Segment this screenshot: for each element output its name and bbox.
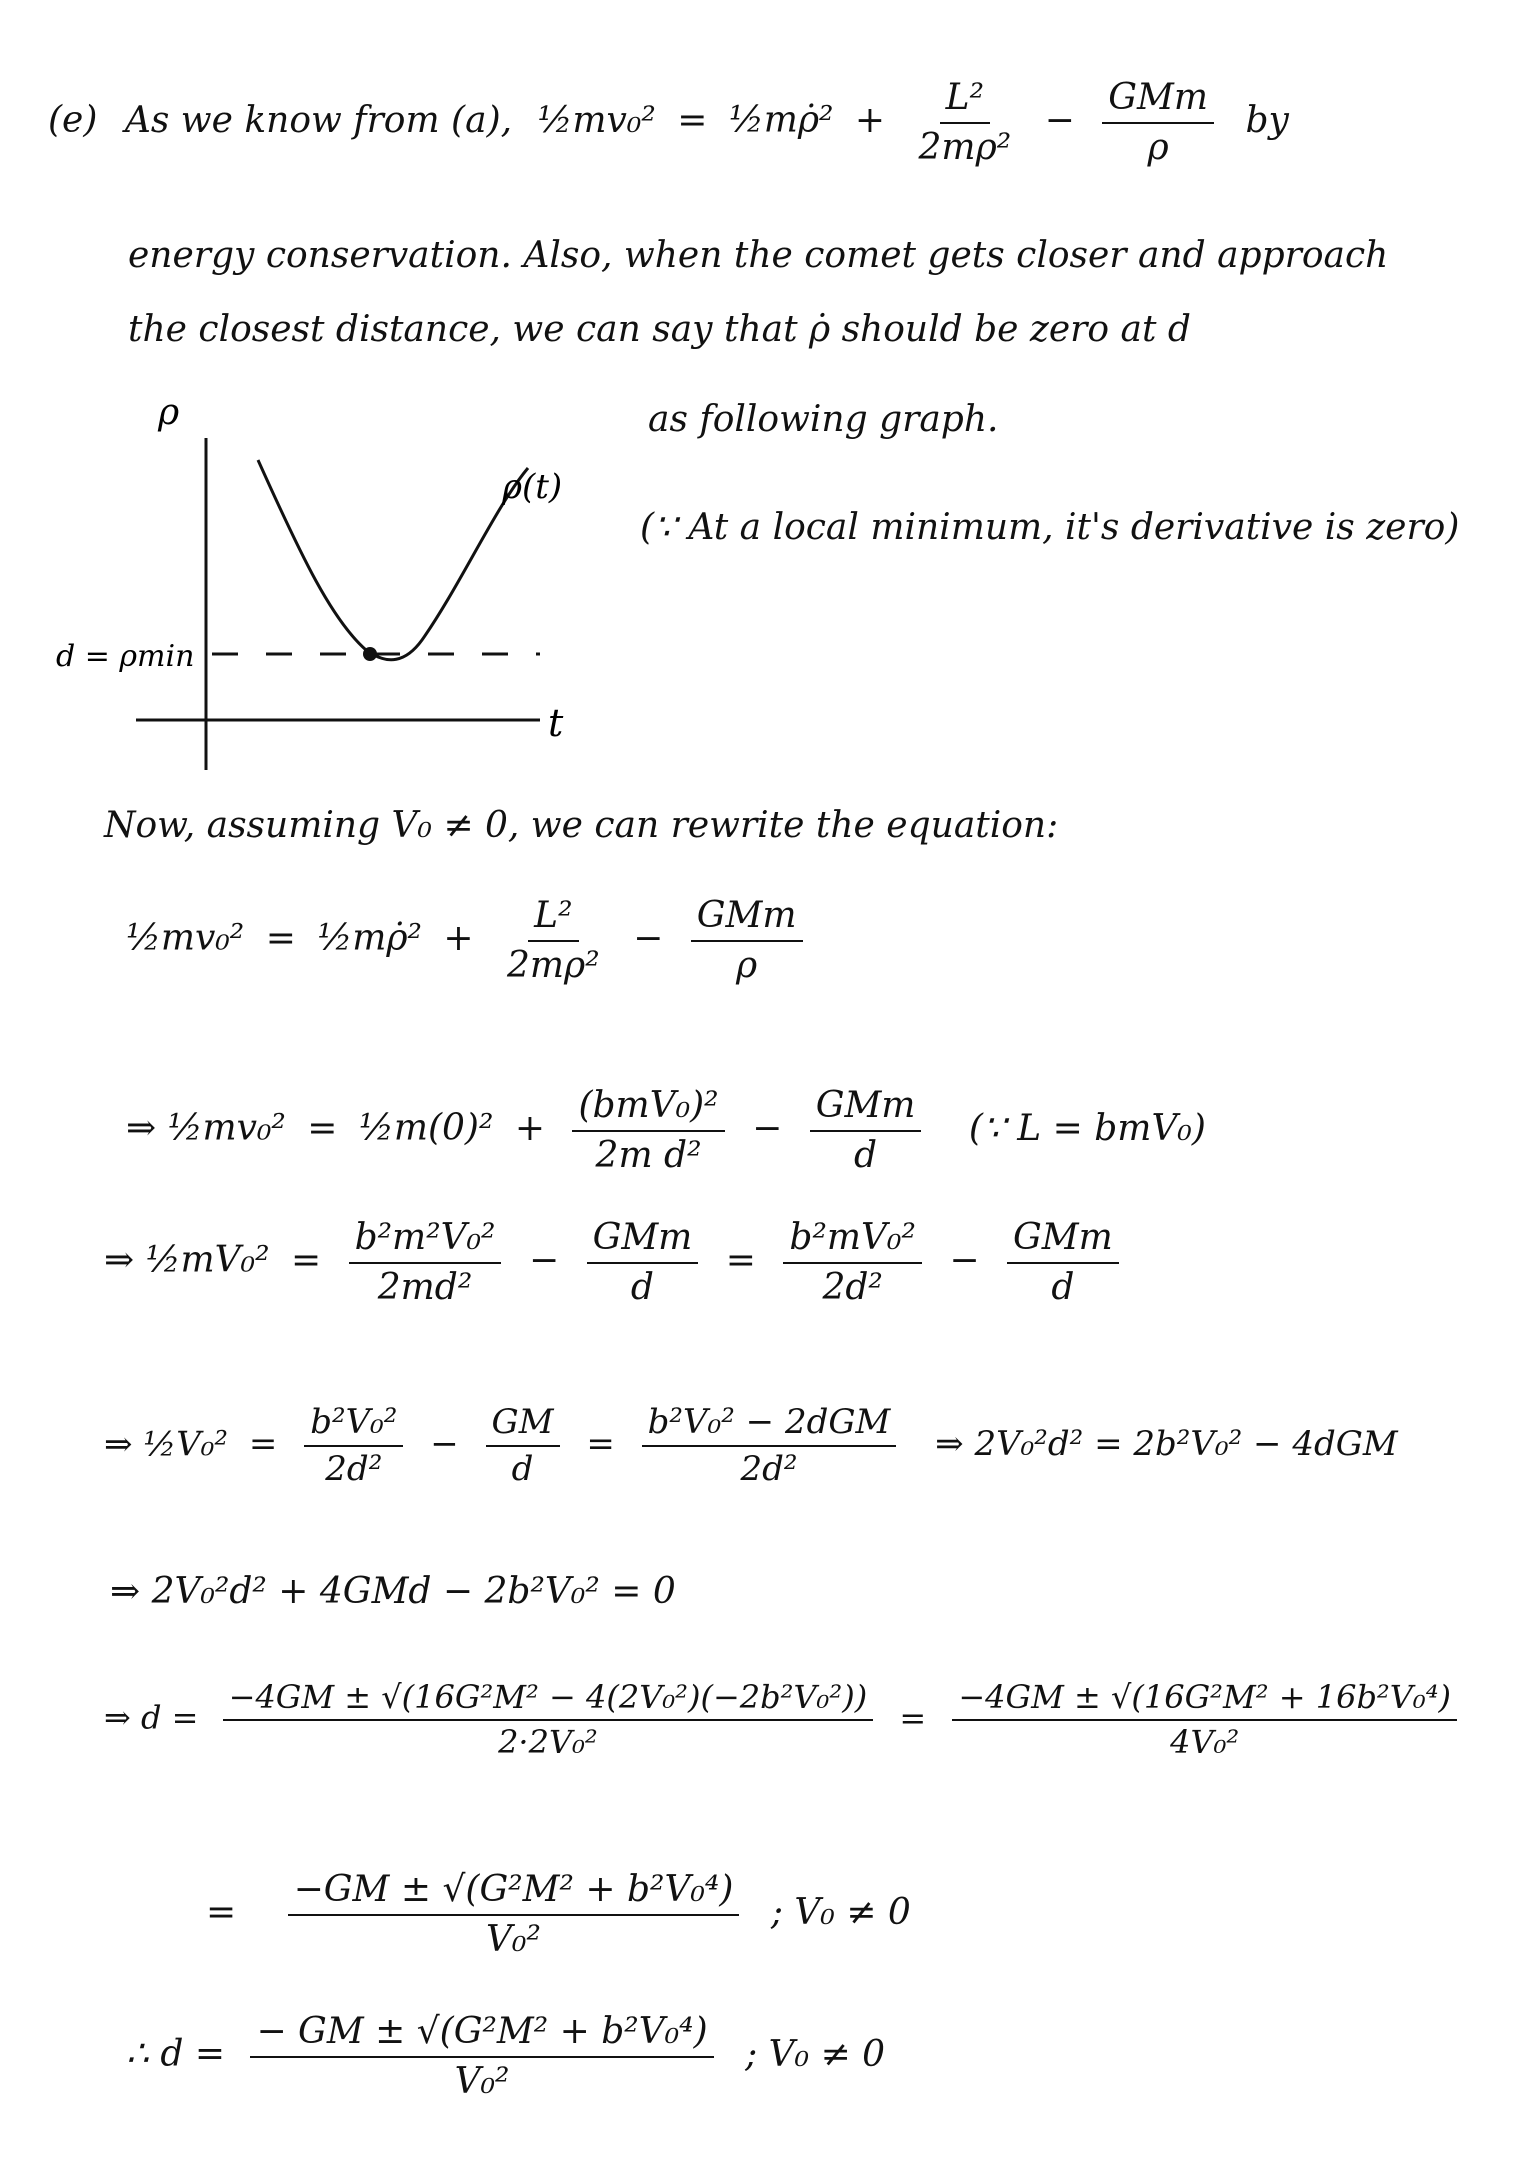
step-6-b-den: 4V₀²	[1170, 1723, 1240, 1762]
intro-text: As we know from (a),	[124, 99, 513, 141]
intro-line-1: (e) As we know from (a), ½mv₀² = ½mρ̇² + $\frac{\text{L²}}{\text{2mρ²}}$ − $\frac{\text{GMm}}{\rho}$ by	[48, 77, 1289, 168]
step-1-angular-fraction	[501, 896, 606, 985]
step-7-fraction	[288, 1870, 740, 1959]
step-3-lhs: ⇒ ½mV₀²	[104, 1239, 270, 1281]
step-3-b-den: d	[630, 1266, 654, 1308]
minimum-point	[363, 647, 377, 661]
step-4-a-num: b²V₀²	[304, 1404, 403, 1447]
rho-curve	[258, 460, 528, 660]
step-1: ½mv₀² = ½mρ̇² + $\frac{\text{L²}}{\text{2mρ²}}$ − $\frac{\text{GMm}}{\rho}$	[126, 896, 809, 985]
step-3: ⇒ ½mV₀² = $\frac{\text{b²m²V₀²}}{\text{2md²}}$ − $\frac{\text{GMm}}{d}$ = $\frac{\text{b²mV₀²}}{\text{2d²}}$ − $\frac{\text{GMm}}{d}$	[104, 1218, 1125, 1307]
energy-angular-num: L²	[940, 78, 990, 124]
step-4-a-fraction	[304, 1404, 403, 1489]
step-6-b-fraction	[952, 1680, 1457, 1760]
intro-line-4: as following graph.	[648, 399, 999, 440]
graph-min-label: d = ρmin	[56, 639, 195, 674]
energy-potential-fraction	[1102, 78, 1214, 167]
step-1-kinetic: ½mρ̇²	[317, 917, 422, 959]
step-2-lhs: ⇒ ½mv₀²	[126, 1107, 286, 1149]
step-1-potential-num: GMm	[691, 896, 803, 942]
step-2-angular-den: 2m d²	[595, 1134, 702, 1176]
intro-line-5: (∵ At a local minimum, it's derivative is zero)	[640, 507, 1460, 548]
step-1-angular-den: 2mρ²	[507, 944, 600, 986]
step-1-potential-den: ρ	[736, 944, 758, 986]
intro-line-2: energy conservation. Also, when the comet gets closer and approach	[128, 235, 1389, 276]
energy-potential-num: GMm	[1102, 78, 1214, 124]
step-3-a-fraction	[349, 1218, 502, 1307]
step-7: = $\frac{\text{−GM ± √(G²M² + b²V₀⁴)}}{\text{V₀²}}$ ; V₀ ≠ 0	[206, 1869, 911, 1960]
step-3-d-fraction	[1007, 1218, 1119, 1307]
conclusion-condition: ; V₀ ≠ 0	[745, 2033, 886, 2075]
step-3-a-den: 2md²	[377, 1266, 473, 1308]
intro-line-3: the closest distance, we can say that ρ̇ should be zero at d	[128, 309, 1191, 350]
step-4-b-fraction	[486, 1404, 560, 1489]
energy-potential-den: ρ	[1147, 126, 1169, 168]
step-1-lhs: ½mv₀²	[126, 917, 245, 959]
step-2: ⇒ ½mv₀² = ½m(0)² + $\frac{\text{(bmV₀)²}}{\text{2m d²}}$ − $\frac{\text{GMm}}{d}$ (∵ L = bmV₀)	[126, 1085, 1206, 1176]
intro-by: by	[1245, 99, 1289, 141]
step-6-a-num: −4GM ± √(16G²M² − 4(2V₀²)(−2b²V₀²))	[223, 1680, 874, 1721]
step-3-c-fraction	[783, 1218, 921, 1307]
step-3-a-num: b²m²V₀²	[349, 1218, 502, 1264]
step-3-c-num: b²mV₀²	[783, 1218, 921, 1264]
step-3-b-num: GMm	[587, 1218, 699, 1264]
energy-lhs: ½mv₀²	[537, 99, 656, 141]
step-4-lhs: ⇒ ½V₀²	[104, 1424, 229, 1465]
step-6-a-fraction	[223, 1680, 874, 1760]
step-4: ⇒ ½V₀² = $\frac{\text{b²V₀²}}{\text{2d²}}$ − $\frac{GM}{d}$ = $\frac{\text{b²V₀² − 2dGM}}{\text{2d²}}$ ⇒ 2V₀²d² = 2b²V₀² − 4dGM	[104, 1402, 1398, 1490]
step-2-potential-num: GMm	[810, 1086, 922, 1132]
part-label: (e)	[48, 99, 98, 141]
step-4-tail: ⇒ 2V₀²d² = 2b²V₀² − 4dGM	[935, 1424, 1398, 1465]
conclusion-den: V₀²	[454, 2060, 510, 2102]
step-4-c-fraction	[642, 1404, 897, 1489]
conclusion	[126, 2012, 885, 2101]
step-7-num: −GM ± √(G²M² + b²V₀⁴)	[288, 1870, 740, 1916]
step-6-a-den: 2·2V₀²	[498, 1723, 598, 1762]
step-7-condition: ; V₀ ≠ 0	[770, 1891, 911, 1933]
step-4-c-num: b²V₀² − 2dGM	[642, 1404, 897, 1447]
step-6-b-num: −4GM ± √(16G²M² + 16b²V₀⁴)	[952, 1680, 1457, 1721]
step-4-b-num: GM	[486, 1404, 560, 1447]
step-3-d-den: d	[1051, 1266, 1075, 1308]
step-4-c-den: 2d²	[740, 1449, 798, 1490]
step-2-note: (∵ L = bmV₀)	[968, 1107, 1206, 1149]
step-3-d-num: GMm	[1007, 1218, 1119, 1264]
graph-curve-label: ρ(t)	[502, 467, 563, 507]
conclusion-lhs: ∴ d =	[126, 2033, 225, 2075]
step-2-potential-fraction	[810, 1086, 922, 1175]
step-1-potential-fraction	[691, 896, 803, 985]
step-6-lhs: ⇒ d =	[104, 1698, 199, 1737]
step-2-kinetic: ½m(0)²	[358, 1107, 494, 1149]
step-3-b-fraction	[587, 1218, 699, 1307]
graph-y-label: ρ	[158, 392, 180, 433]
step-1-angular-num: L²	[528, 896, 578, 942]
energy-angular-den: 2mρ²	[918, 126, 1012, 168]
energy-kinetic: ½mρ̇²	[728, 99, 834, 141]
step-4-a-den: 2d²	[325, 1449, 383, 1490]
step-2-angular-num: (bmV₀)²	[572, 1086, 724, 1132]
step-3-c-den: 2d²	[822, 1266, 883, 1308]
conclusion-num: − GM ± √(G²M² + b²V₀⁴)	[250, 2012, 713, 2058]
step-7-den: V₀²	[486, 1918, 541, 1960]
step-6: ⇒ d = $\frac{\text{−4GM ± √(16G²M² − 4(2V₀²)(−2b²V₀²))}}{\text{2·2V₀²}}$ = $\frac{\text{−4GM ± √(16G²M² + 16b²V₀⁴)}}{\text{4V₀²}}$	[104, 1680, 1463, 1760]
graph-x-label: t	[548, 701, 564, 745]
rho-vs-time-graph	[40, 388, 660, 788]
derivation-intro: Now, assuming V₀ ≠ 0, we can rewrite the equation:	[104, 805, 1059, 846]
step-5: ⇒ 2V₀²d² + 4GMd − 2b²V₀² = 0	[110, 1571, 676, 1612]
step-2-potential-den: d	[854, 1134, 878, 1176]
energy-angular-fraction	[913, 78, 1018, 167]
step-2-angular-fraction	[572, 1086, 724, 1175]
conclusion-fraction	[250, 2012, 713, 2101]
step-4-b-den: d	[511, 1449, 534, 1490]
